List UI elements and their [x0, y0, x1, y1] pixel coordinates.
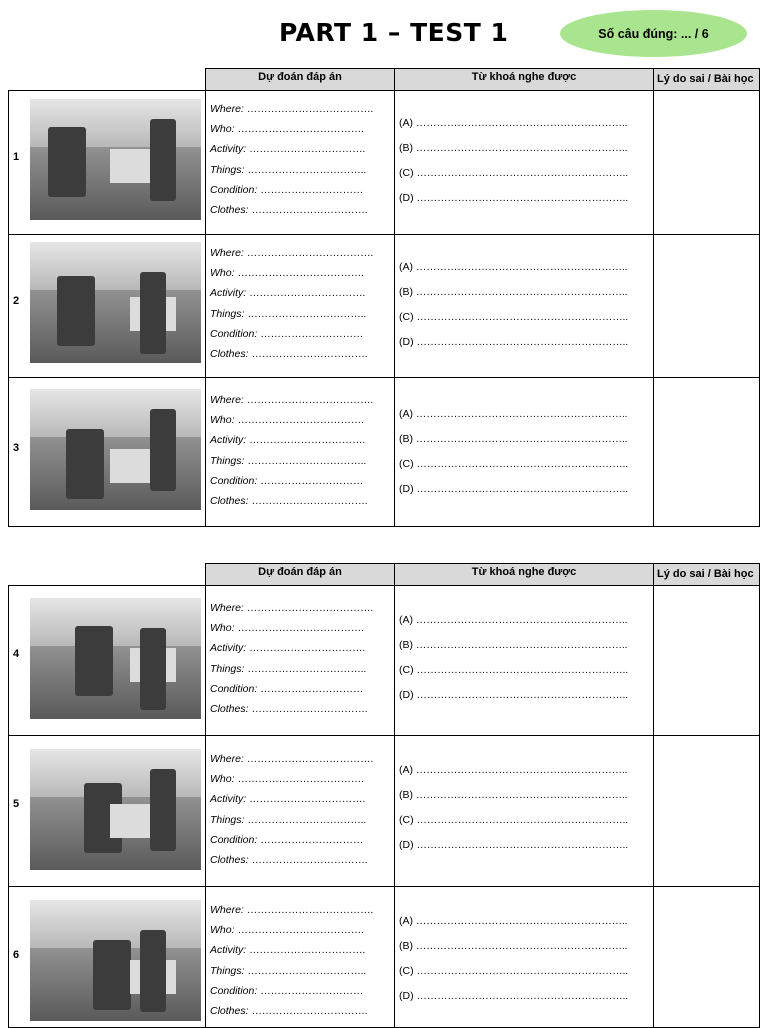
predict-line [210, 769, 394, 789]
predict-blank[interactable]: ………………………………. [246, 602, 374, 614]
option-label: (B) [399, 789, 413, 801]
question-row [9, 586, 760, 736]
question-image-cell [9, 235, 206, 378]
keyword-blank[interactable]: …………………………………………………….. [416, 839, 628, 851]
predict-blank[interactable]: ……………………………. [251, 854, 368, 867]
predict-blank[interactable]: ……………………………. [249, 434, 366, 447]
keyword-line [399, 783, 653, 808]
predict-label: Condition: [210, 833, 258, 846]
predict-line [210, 618, 394, 638]
predict-label: Things: [210, 307, 245, 320]
predict-blank[interactable]: ……………………………. [249, 642, 366, 655]
keyword-blank[interactable]: …………………………………………………….. [415, 915, 628, 927]
keyword-blank[interactable]: …………………………………………………….. [416, 483, 628, 495]
predict-line [210, 699, 394, 719]
keyword-blank[interactable]: …………………………………………………….. [416, 664, 628, 676]
note-cell[interactable] [654, 378, 760, 527]
header-predict: Dự đoán đáp án [206, 564, 395, 586]
predict-cell[interactable] [206, 586, 395, 736]
store-checkout-photo [30, 900, 201, 1021]
option-label: (C) [399, 167, 414, 179]
note-cell[interactable] [654, 887, 760, 1028]
worksheet-table-1 [8, 68, 760, 527]
man-at-sewing-machine-photo [30, 242, 201, 363]
predict-blank[interactable]: ………………………………. [237, 773, 364, 786]
predict-line [210, 324, 394, 344]
keyword-line [399, 984, 653, 1009]
keyword-blank[interactable]: …………………………………………………….. [415, 408, 628, 420]
predict-line [210, 119, 394, 139]
keyword-blank[interactable]: …………………………………………………….. [415, 142, 628, 154]
predict-blank[interactable]: ………………………………. [246, 103, 374, 115]
predict-blank[interactable]: ……………………………. [251, 204, 368, 217]
header-keywords: Từ khoá nghe được [395, 564, 654, 586]
keyword-line [399, 427, 653, 452]
predict-blank[interactable]: ……………………………. [251, 495, 368, 508]
predict-line [210, 471, 394, 491]
predict-blank[interactable]: ………………………… [260, 833, 364, 846]
predict-label: Where: [210, 753, 244, 765]
predict-cell[interactable] [206, 887, 395, 1028]
keyword-line [399, 758, 653, 783]
option-label: (A) [399, 117, 413, 129]
keyword-blank[interactable]: …………………………………………………….. [416, 990, 628, 1002]
question-number: 4 [13, 648, 20, 660]
keyword-blank[interactable]: …………………………………………………….. [415, 614, 628, 626]
note-cell[interactable] [654, 235, 760, 378]
question-number: 1 [13, 151, 20, 163]
keyword-line [399, 633, 653, 658]
keyword-line [399, 477, 653, 502]
keyword-blank[interactable]: …………………………………………………….. [415, 764, 628, 776]
option-label: (A) [399, 764, 413, 776]
question-row [9, 91, 760, 235]
predict-line [210, 810, 394, 830]
keyword-line [399, 111, 653, 136]
keyword-line [399, 683, 653, 708]
predict-blank[interactable]: ………………………………. [246, 394, 374, 406]
note-cell[interactable] [654, 91, 760, 235]
keyword-blank[interactable]: …………………………………………………….. [415, 639, 628, 651]
predict-label: Condition: [210, 474, 258, 487]
keyword-blank[interactable]: …………………………………………………….. [416, 689, 628, 701]
predict-blank[interactable]: ………………………………. [246, 753, 374, 765]
predict-line [210, 1001, 394, 1021]
option-label: (B) [399, 940, 413, 952]
predict-line [210, 430, 394, 450]
predict-label: Things: [210, 964, 245, 977]
predict-label: Things: [210, 662, 245, 675]
predict-label: Where: [210, 602, 244, 614]
predict-line [210, 638, 394, 658]
predict-label: Where: [210, 103, 244, 115]
keyword-line [399, 186, 653, 211]
keyword-blank[interactable]: …………………………………………………….. [415, 789, 628, 801]
supermarket-refrigerator-photo [30, 99, 201, 220]
predict-line [210, 940, 394, 960]
keyword-blank[interactable]: …………………………………………………….. [416, 311, 628, 323]
option-label: (A) [399, 408, 413, 420]
keywords-cell[interactable] [395, 235, 654, 378]
option-label: (A) [399, 614, 413, 626]
keyword-blank[interactable]: …………………………………………………….. [415, 940, 628, 952]
predict-label: Clothes: [210, 348, 249, 361]
keywords-cell[interactable] [395, 887, 654, 1028]
keyword-line [399, 280, 653, 305]
question-number: 6 [13, 949, 20, 961]
keyword-blank[interactable]: …………………………………………………….. [415, 261, 628, 273]
keywords-cell[interactable] [395, 586, 654, 736]
predict-blank[interactable]: ……………………………. [251, 1005, 368, 1018]
predict-blank[interactable]: ………………………… [260, 682, 364, 695]
option-label: (B) [399, 433, 413, 445]
predict-line [210, 789, 394, 809]
predict-cell[interactable] [206, 235, 395, 378]
predict-cell[interactable] [206, 91, 395, 235]
predict-line [210, 491, 394, 511]
keyword-line [399, 255, 653, 280]
lakeside-chairs-photo [30, 389, 201, 510]
option-label: (A) [399, 261, 413, 273]
keyword-blank[interactable]: …………………………………………………….. [416, 814, 628, 826]
predict-line [210, 830, 394, 850]
predict-label: Clothes: [210, 495, 249, 508]
question-image-cell [9, 586, 206, 736]
predict-label: Things: [210, 813, 245, 826]
option-label: (C) [399, 458, 414, 470]
predict-label: Clothes: [210, 1005, 249, 1018]
predict-blank[interactable]: ……………………………. [249, 793, 366, 806]
keyword-line [399, 330, 653, 355]
keyword-blank[interactable]: …………………………………………………….. [416, 458, 628, 470]
predict-line [210, 410, 394, 430]
predict-cell[interactable] [206, 378, 395, 527]
predict-label: Activity: [210, 944, 247, 957]
header-note: Lý do sai / Bài học [654, 564, 760, 586]
predict-blank[interactable]: ………………………………. [246, 904, 374, 916]
question-image-cell [9, 736, 206, 887]
keywords-cell[interactable] [395, 736, 654, 887]
header-note: Lý do sai / Bài học [654, 69, 760, 91]
predict-blank[interactable]: ………………………………. [246, 247, 374, 259]
option-label: (D) [399, 483, 414, 495]
predict-line [210, 961, 394, 981]
keyword-blank[interactable]: …………………………………………………….. [416, 167, 628, 179]
option-label: (C) [399, 965, 414, 977]
predict-label: Who: [210, 414, 235, 427]
predict-blank[interactable]: …………………………….. [247, 813, 367, 826]
option-label: (D) [399, 689, 414, 701]
predict-line [210, 200, 394, 220]
predict-line [210, 451, 394, 471]
predict-line [210, 850, 394, 870]
predict-label: Where: [210, 247, 244, 259]
predict-line [210, 99, 394, 119]
predict-line [210, 981, 394, 1001]
predict-blank[interactable]: …………………………….. [247, 662, 367, 675]
header-predict: Dự đoán đáp án [206, 69, 395, 91]
predict-label: Activity: [210, 143, 247, 156]
predict-label: Activity: [210, 287, 247, 300]
predict-blank[interactable]: ………………………… [260, 327, 364, 340]
predict-line [210, 344, 394, 364]
option-label: (D) [399, 839, 414, 851]
predict-label: Clothes: [210, 854, 249, 867]
predict-line [210, 390, 394, 410]
predict-line [210, 139, 394, 159]
note-cell[interactable] [654, 586, 760, 736]
predict-label: Who: [210, 123, 235, 136]
option-label: (A) [399, 915, 413, 927]
option-label: (C) [399, 664, 414, 676]
keyword-line [399, 833, 653, 858]
option-label: (D) [399, 336, 414, 348]
predict-label: Things: [210, 454, 245, 467]
keyword-line [399, 909, 653, 934]
option-label: (B) [399, 639, 413, 651]
keyword-line [399, 136, 653, 161]
option-label: (D) [399, 192, 414, 204]
predict-blank[interactable]: ………………………………. [237, 267, 364, 280]
question-image-cell [9, 91, 206, 235]
predict-blank[interactable]: ………………………………. [237, 414, 364, 427]
predict-line [210, 243, 394, 263]
office-meeting-photo [30, 598, 201, 719]
predict-label: Activity: [210, 793, 247, 806]
predict-line [210, 598, 394, 618]
predict-label: Condition: [210, 183, 258, 196]
predict-line [210, 679, 394, 699]
predict-blank[interactable]: ………………………………. [237, 924, 364, 937]
question-image-cell [9, 887, 206, 1028]
keyword-blank[interactable]: …………………………………………………….. [415, 286, 628, 298]
corner-cell [9, 69, 206, 91]
question-number: 5 [13, 798, 20, 810]
predict-blank[interactable]: …………………………….. [247, 964, 367, 977]
header-keywords: Từ khoá nghe được [395, 69, 654, 91]
keyword-line [399, 305, 653, 330]
option-label: (C) [399, 311, 414, 323]
keyword-line [399, 402, 653, 427]
keyword-line [399, 934, 653, 959]
predict-label: Condition: [210, 984, 258, 997]
question-row [9, 887, 760, 1028]
predict-label: Condition: [210, 327, 258, 340]
predict-blank[interactable]: …………………………….. [247, 454, 367, 467]
note-cell[interactable] [654, 736, 760, 887]
keyword-blank[interactable]: …………………………………………………….. [416, 336, 628, 348]
predict-blank[interactable]: ……………………………. [251, 348, 368, 361]
predict-line [210, 749, 394, 769]
predict-label: Clothes: [210, 703, 249, 716]
predict-line [210, 304, 394, 324]
predict-blank[interactable]: ………………………………. [237, 123, 364, 136]
predict-blank[interactable]: ……………………………. [249, 143, 366, 156]
keyword-blank[interactable]: …………………………………………………….. [416, 965, 628, 977]
predict-label: Who: [210, 773, 235, 786]
keyword-line [399, 808, 653, 833]
predict-label: Activity: [210, 434, 247, 447]
predict-blank[interactable]: …………………………….. [247, 163, 367, 176]
building-cyclists-photo [30, 749, 201, 870]
predict-label: Who: [210, 924, 235, 937]
predict-label: Condition: [210, 682, 258, 695]
predict-blank[interactable]: ……………………………. [249, 287, 366, 300]
keyword-blank[interactable]: …………………………………………………….. [415, 117, 628, 129]
predict-label: Who: [210, 267, 235, 280]
keywords-cell[interactable] [395, 91, 654, 235]
question-row [9, 235, 760, 378]
predict-label: Clothes: [210, 204, 249, 217]
option-label: (B) [399, 142, 413, 154]
keyword-line [399, 161, 653, 186]
predict-blank[interactable]: …………………………….. [247, 307, 367, 320]
predict-blank[interactable]: ………………………… [260, 984, 364, 997]
predict-blank[interactable]: ………………………… [260, 183, 364, 196]
predict-blank[interactable]: ……………………………. [251, 703, 368, 716]
corner-cell [9, 564, 206, 586]
keyword-line [399, 608, 653, 633]
predict-label: Things: [210, 163, 245, 176]
predict-label: Activity: [210, 642, 247, 655]
predict-line [210, 920, 394, 940]
predict-blank[interactable]: ……………………………. [249, 944, 366, 957]
predict-line [210, 283, 394, 303]
predict-label: Where: [210, 394, 244, 406]
question-number: 3 [13, 442, 20, 454]
option-label: (C) [399, 814, 414, 826]
keyword-line [399, 452, 653, 477]
predict-label: Who: [210, 622, 235, 635]
predict-label: Where: [210, 904, 244, 916]
predict-blank[interactable]: ………………………… [260, 474, 364, 487]
question-row [9, 736, 760, 887]
option-label: (D) [399, 990, 414, 1002]
score-badge: Số câu đúng: ... / 6 [560, 10, 747, 57]
question-image-cell [9, 378, 206, 527]
question-row [9, 378, 760, 527]
keyword-blank[interactable]: …………………………………………………….. [415, 433, 628, 445]
question-number: 2 [13, 295, 20, 307]
predict-cell[interactable] [206, 736, 395, 887]
predict-line [210, 263, 394, 283]
predict-line [210, 900, 394, 920]
predict-line [210, 160, 394, 180]
predict-line [210, 659, 394, 679]
keyword-blank[interactable]: …………………………………………………….. [416, 192, 628, 204]
keyword-line [399, 658, 653, 683]
worksheet-table-2 [8, 563, 760, 1028]
predict-blank[interactable]: ………………………………. [237, 622, 364, 635]
keyword-line [399, 959, 653, 984]
keywords-cell[interactable] [395, 378, 654, 527]
option-label: (B) [399, 286, 413, 298]
page-title: PART 1 – TEST 1 [279, 18, 509, 47]
predict-line [210, 180, 394, 200]
